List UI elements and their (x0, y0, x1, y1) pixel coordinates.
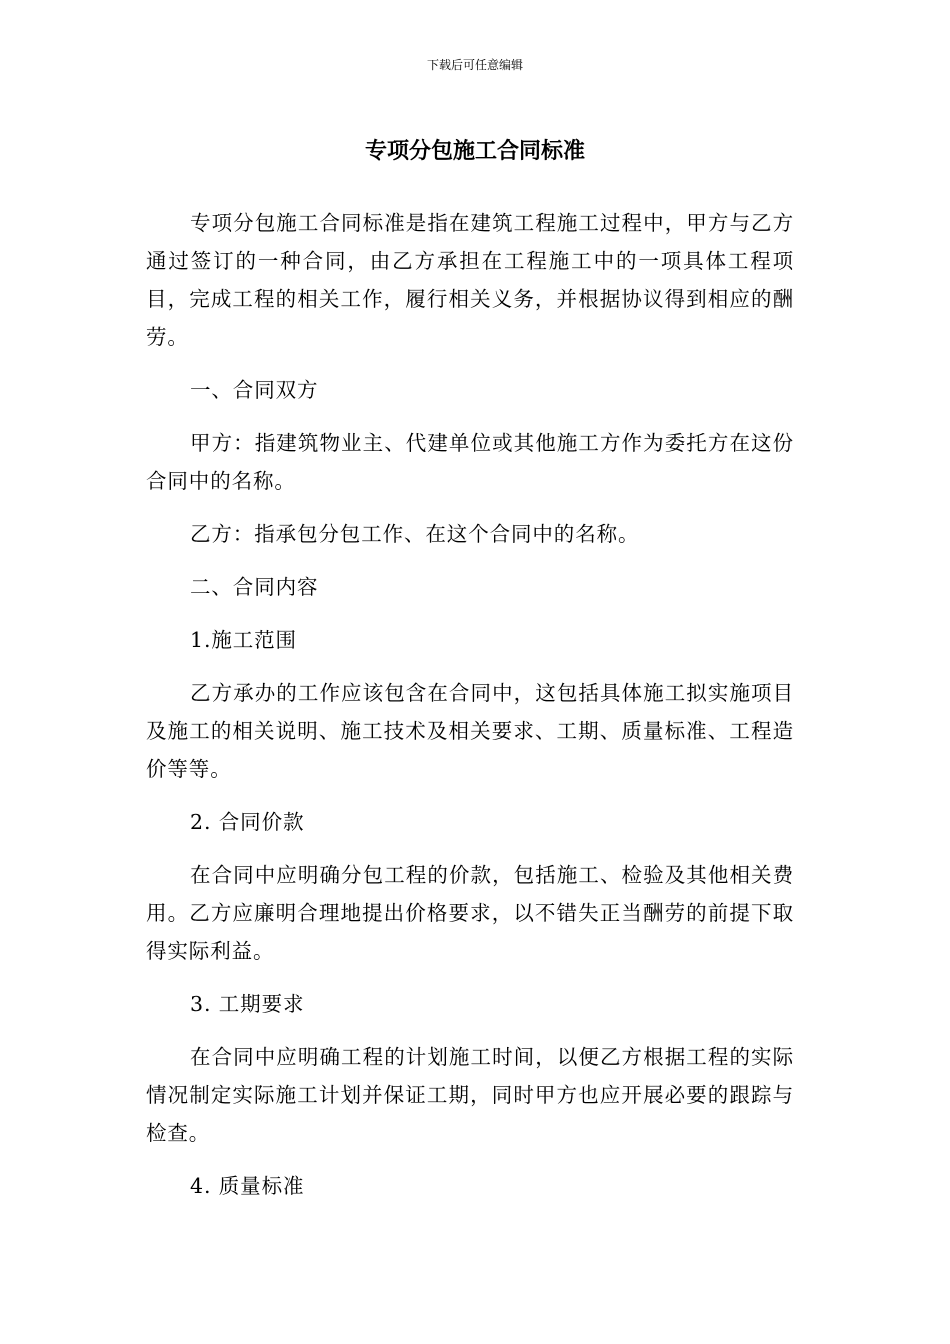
price-paragraph: 在合同中应明确分包工程的价款，包括施工、检验及其他相关费用。乙方应廉明合理地提出价格要求，以不错失正当酬劳的前提下取得实际利益。 (146, 863, 794, 963)
party-b-paragraph: 乙方：指承包分包工作、在这个合同中的名称。 (190, 522, 640, 546)
subheading-scope: 1.施工范围 (190, 628, 297, 652)
schedule-paragraph: 在合同中应明确工程的计划施工时间，以便乙方根据工程的实际情况制定实际施工计划并保证工期，同时甲方也应开展必要的跟踪与检查。 (146, 1045, 794, 1145)
scope-paragraph: 乙方承办的工作应该包含在合同中，这包括具体施工拟实施项目及施工的相关说明、施工技术及相关要求、工期、质量标准、工程造价等等。 (146, 681, 794, 781)
section-heading-content: 二、合同内容 (190, 575, 319, 599)
document-title: 专项分包施工合同标准 (364, 139, 585, 164)
section-heading-parties: 一、合同双方 (190, 378, 319, 402)
subheading-quality: 4. 质量标准 (190, 1174, 305, 1198)
subheading-price: 2. 合同价款 (190, 810, 305, 834)
party-a-paragraph: 甲方：指建筑物业主、代建单位或其他施工方作为委托方在这份合同中的名称。 (146, 431, 794, 493)
subheading-schedule: 3. 工期要求 (190, 992, 305, 1016)
header-note: 下载后可任意编辑 (426, 58, 523, 72)
document-body (146, 204, 794, 1220)
intro-paragraph: 专项分包施工合同标准是指在建筑工程施工过程中，甲方与乙方通过签订的一种合同，由乙方承担在工程施工中的一项具体工程项目，完成工程的相关工作，履行相关义务，并根据协议得到相应的酬劳。 (146, 211, 794, 349)
